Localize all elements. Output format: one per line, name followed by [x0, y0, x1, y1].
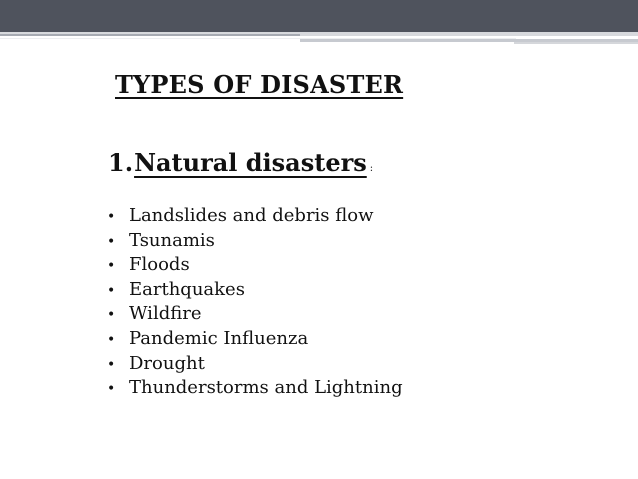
- disaster-list: [107, 204, 403, 401]
- list-item: [107, 352, 403, 377]
- section-number: 1.: [108, 148, 134, 177]
- bullet-icon: •: [107, 307, 116, 324]
- list-item: [107, 302, 403, 327]
- bullet-icon: •: [107, 356, 116, 373]
- list-item-text: Landslides and debris flow: [129, 205, 374, 226]
- list-item: [107, 376, 403, 401]
- list-item: [107, 278, 403, 303]
- bullet-icon: •: [107, 381, 116, 398]
- bullet-icon: •: [107, 209, 116, 225]
- list-item-text: Tsunamis: [129, 229, 215, 251]
- section-label: Natural disasters: [134, 148, 367, 177]
- header-bar: [0, 0, 638, 32]
- list-item: [107, 229, 403, 254]
- list-item: [107, 204, 403, 229]
- list-item-text: Floods: [129, 254, 190, 276]
- bullet-icon: •: [107, 282, 116, 299]
- bullet-icon: •: [107, 258, 116, 275]
- list-item-text: Thunderstorms and Lightning: [129, 377, 403, 399]
- header-accent-line: [514, 42, 638, 44]
- bullet-icon: •: [107, 233, 116, 250]
- slide-title: TYPES OF DISASTER: [115, 70, 404, 99]
- list-item: [107, 253, 403, 278]
- section-heading: [108, 148, 373, 177]
- list-item-text: Wildfire: [129, 303, 202, 325]
- list-item: [107, 327, 403, 352]
- list-item-text: Drought: [129, 352, 205, 374]
- list-item-text: Pandemic Influenza: [129, 327, 309, 349]
- header-accent-line: [0, 34, 300, 36]
- list-item-text: Earthquakes: [129, 278, 245, 300]
- section-colon: :: [369, 163, 374, 174]
- bullet-icon: •: [107, 331, 116, 348]
